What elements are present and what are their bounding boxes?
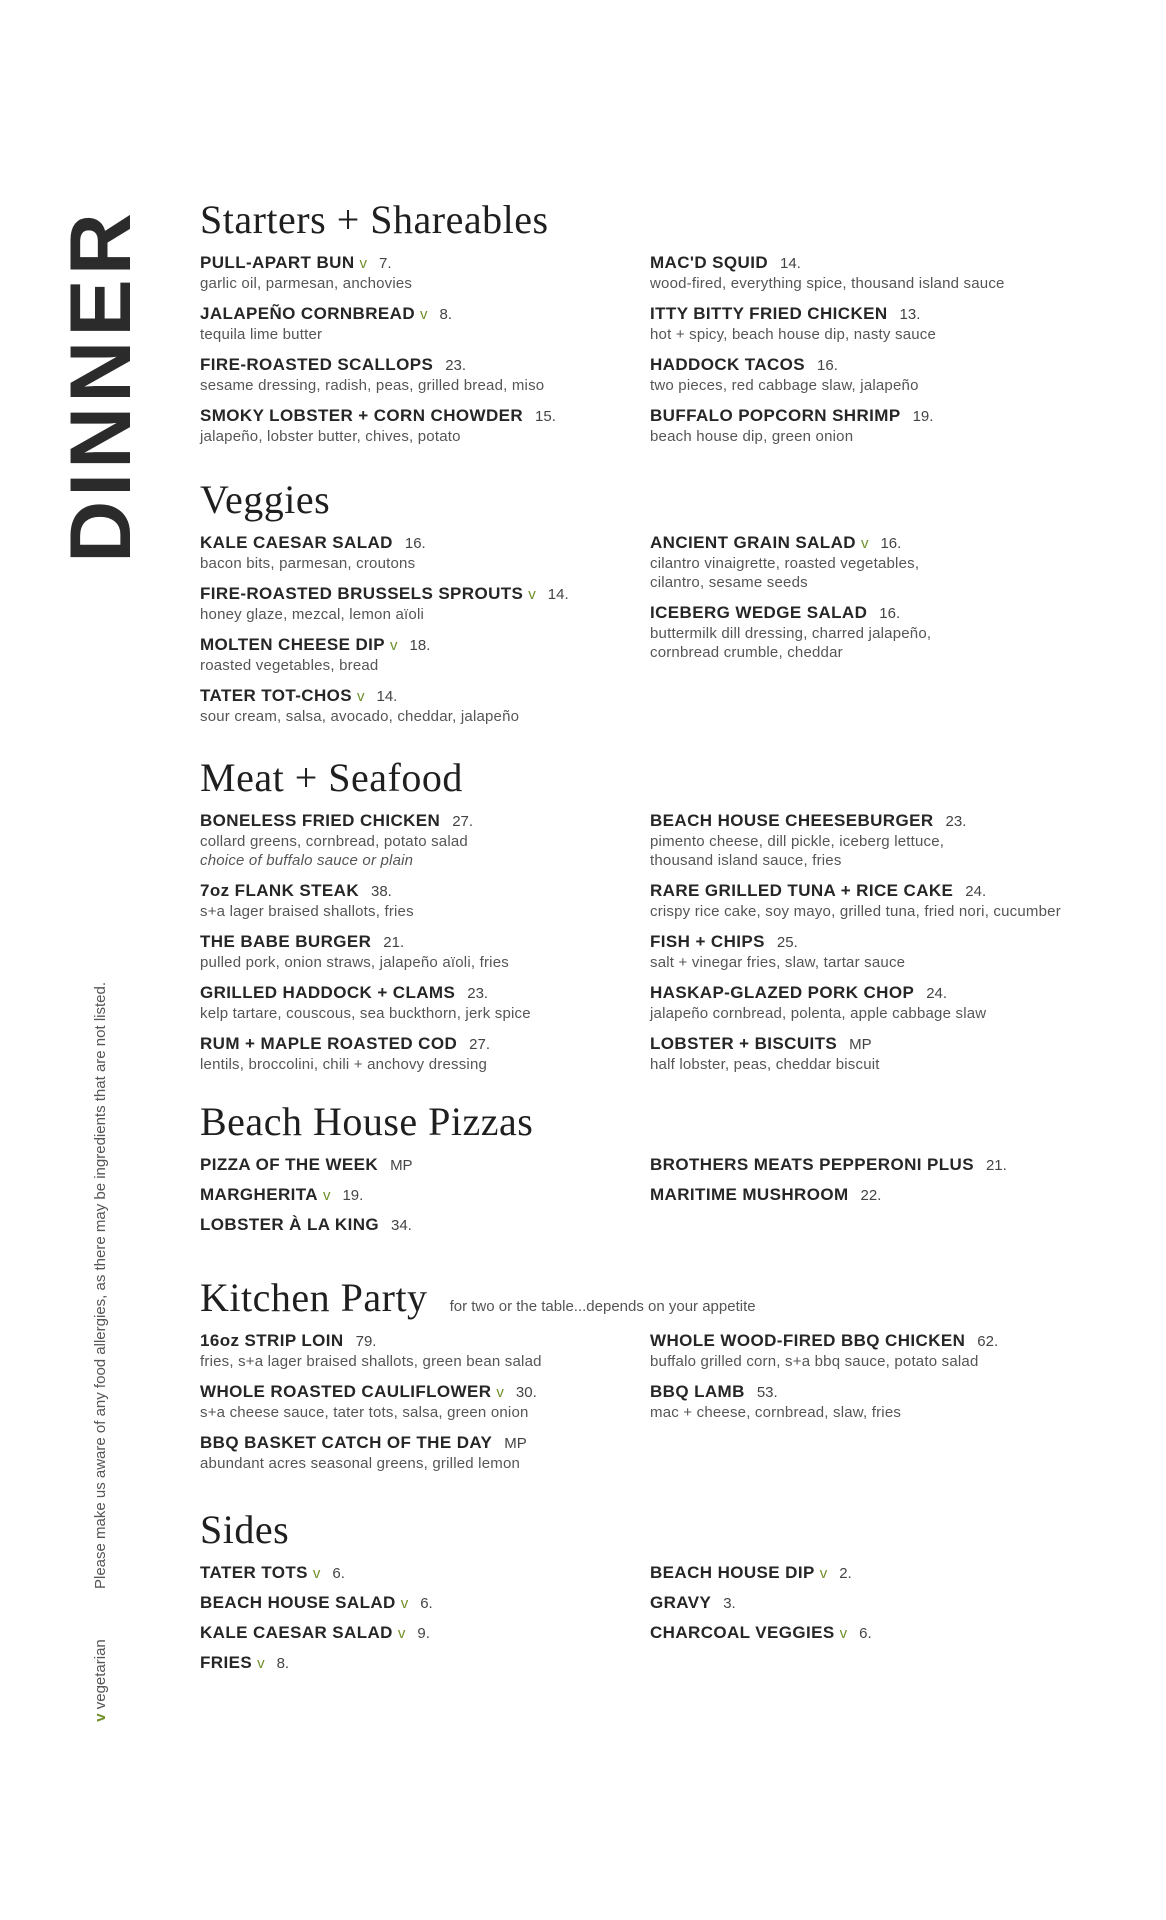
menu-item-price: 34.	[391, 1217, 412, 1234]
menu-item-description: cornbread crumble, cheddar	[650, 644, 843, 661]
menu-item-price: 8.	[439, 306, 453, 323]
menu-item-name: MOLTEN CHEESE DIP	[200, 635, 386, 654]
menu-item	[650, 1330, 1100, 1371]
menu-item-name: BEACH HOUSE DIP	[650, 1563, 815, 1582]
menu-item-name-line	[650, 1330, 1100, 1352]
menu-item-name: FIRE-ROASTED BRUSSELS SPROUTS	[200, 584, 524, 603]
menu-item-description: bacon bits, parmesan, croutons	[200, 555, 416, 572]
menu-item	[200, 1330, 650, 1371]
section-head	[200, 477, 1100, 522]
column-left	[200, 532, 650, 736]
menu-item-name-line	[200, 1381, 650, 1403]
menu-item-name: WHOLE WOOD-FIRED BBQ CHICKEN	[650, 1331, 966, 1350]
menu-item	[200, 405, 650, 446]
menu-item	[650, 1592, 1100, 1614]
menu-item-name: CHARCOAL VEGGIES	[650, 1623, 835, 1642]
section-head	[200, 1507, 1100, 1552]
section-title-sides: Sides	[200, 1507, 290, 1552]
section-veggies	[200, 477, 1100, 736]
menu-item-name-line	[650, 252, 1100, 274]
menu-item-name: KALE CAESAR SALAD	[200, 533, 393, 552]
menu-item-name-line	[650, 982, 1100, 1004]
menu-item-price: 14.	[547, 586, 569, 603]
allergy-note-text: Please make us aware of any food allergies, as there may be ingredients that are not listed.	[91, 981, 109, 1589]
menu-item-name-line	[650, 810, 1100, 832]
column-right	[650, 1154, 1100, 1244]
menu-item	[650, 931, 1100, 972]
menu-item-name: PIZZA OF THE WEEK	[200, 1155, 379, 1174]
menu-item-price: 14.	[780, 255, 801, 272]
section-head	[200, 1275, 1100, 1320]
section-title-starters: Starters + Shareables	[200, 197, 549, 242]
menu-item-description: sour cream, salsa, avocado, cheddar, jalapeño	[200, 708, 520, 725]
menu-item-price: 22.	[860, 1187, 882, 1204]
vegetarian-mark: v	[356, 688, 365, 705]
menu-item-name-line	[200, 303, 650, 325]
vegetarian-mark: v	[257, 1655, 265, 1672]
vegetarian-mark: v	[359, 255, 367, 272]
section-kitchen-party	[200, 1275, 1100, 1483]
menu-item-name: BONELESS FRIED CHICKEN	[200, 811, 441, 830]
menu-item-name-line	[650, 354, 1100, 376]
menu-item-name: TATER TOTS	[200, 1563, 308, 1582]
section-columns	[200, 810, 1100, 1084]
vegetarian-mark: v	[860, 535, 869, 552]
menu-item-name: ANCIENT GRAIN SALAD	[650, 533, 856, 552]
menu-item-price: 23.	[445, 357, 467, 374]
menu-item-name-line	[200, 1562, 650, 1584]
menu-item	[650, 1381, 1100, 1422]
menu-item-description: cilantro, sesame seeds	[650, 574, 808, 591]
menu-item	[650, 1622, 1100, 1644]
vegetarian-mark: v	[496, 1384, 504, 1401]
menu-item	[200, 1033, 650, 1074]
menu-item-name: FIRE-ROASTED SCALLOPS	[200, 355, 434, 374]
menu-item-price: 15.	[535, 408, 556, 425]
menu-item-name: FISH + CHIPS	[650, 932, 765, 951]
menu-item-description: buttermilk dill dressing, charred jalapeño,	[650, 625, 932, 642]
vegetarian-mark: v	[390, 637, 398, 654]
menu-item-price: 19.	[342, 1187, 364, 1204]
menu-item	[200, 252, 650, 293]
menu-item-name-line	[200, 810, 650, 832]
menu-item-name: RUM + MAPLE ROASTED COD	[200, 1034, 458, 1053]
menu-item-name-line	[200, 1330, 650, 1352]
menu-item-price: 18.	[409, 637, 431, 654]
section-pizzas	[200, 1099, 1100, 1244]
menu-item-name-line	[650, 602, 1100, 624]
menu-item	[200, 532, 650, 573]
menu-item-name-line	[650, 1622, 1100, 1644]
menu-item-name-line	[200, 931, 650, 953]
section-columns	[200, 1562, 1100, 1682]
menu-item-description: jalapeño cornbread, polenta, apple cabbage slaw	[650, 1005, 987, 1022]
menu-item-description: crispy rice cake, soy mayo, grilled tuna, fried nori, cucumber	[650, 903, 1061, 920]
menu-item-name-line	[200, 1033, 650, 1055]
menu-item-name-line	[200, 405, 650, 427]
section-title-pizzas: Beach House Pizzas	[200, 1099, 534, 1144]
menu-item-price: MP	[849, 1036, 872, 1053]
menu-item-name-line	[650, 405, 1100, 427]
menu-item-name: MARGHERITA	[200, 1185, 318, 1204]
menu-item-description: wood-fired, everything spice, thousand island sauce	[650, 275, 1005, 292]
menu-title-text: DINNER	[53, 209, 149, 563]
section-title-kitchen-party: Kitchen Party	[200, 1275, 428, 1320]
menu-item	[200, 1592, 650, 1614]
vegetarian-legend-inner	[92, 1639, 109, 1722]
menu-item-name-line	[650, 1154, 1100, 1176]
menu-item-price: 23.	[467, 985, 489, 1002]
menu-item-price: 7.	[379, 255, 392, 272]
menu-item-price: 25.	[776, 934, 798, 951]
section-starters	[200, 197, 1100, 456]
menu-item-name: PULL-APART BUN	[200, 253, 355, 272]
menu-item-name-line	[200, 252, 650, 274]
menu-title	[53, 206, 149, 566]
menu-item-name-line	[650, 931, 1100, 953]
menu-item-price: 16.	[879, 605, 901, 622]
menu-item-price: 8.	[276, 1655, 290, 1672]
menu-item	[200, 1381, 650, 1422]
vegetarian-mark: v	[312, 1565, 321, 1582]
menu-item-name: BUFFALO POPCORN SHRIMP	[650, 406, 901, 425]
menu-item-description: buffalo grilled corn, s+a bbq sauce, potato salad	[650, 1353, 979, 1370]
menu-item-name-line	[200, 1622, 650, 1644]
menu-item-price: 38.	[371, 883, 392, 900]
menu-item-name-line	[650, 303, 1100, 325]
menu-item	[650, 1562, 1100, 1584]
menu-item	[650, 252, 1100, 293]
menu-item-name-line	[650, 532, 1100, 554]
menu-item	[200, 1432, 650, 1473]
menu-item-name: MARITIME MUSHROOM	[650, 1185, 849, 1204]
menu-item-price: MP	[504, 1435, 527, 1452]
menu-item-name: BROTHERS MEATS PEPPERONI PLUS	[650, 1155, 974, 1174]
menu-item-description: roasted vegetables, bread	[200, 657, 379, 674]
menu-item-name: SMOKY LOBSTER + CORN CHOWDER	[200, 406, 524, 425]
menu-item-name-line	[200, 685, 650, 707]
menu-item-description: kelp tartare, couscous, sea buckthorn, jerk spice	[200, 1005, 531, 1022]
vegetarian-mark: v	[400, 1595, 409, 1612]
menu-item	[200, 583, 650, 624]
menu-item-name: BEACH HOUSE CHEESEBURGER	[650, 811, 934, 830]
menu-item-name-line	[650, 880, 1100, 902]
section-columns	[200, 532, 1100, 736]
section-columns	[200, 252, 1100, 456]
menu-item-price: 27.	[452, 813, 474, 830]
menu-item-name-line	[200, 1592, 650, 1614]
menu-item-price: 3.	[723, 1595, 736, 1612]
column-right	[650, 532, 1100, 736]
menu-item-name: GRAVY	[650, 1593, 712, 1612]
section-head	[200, 755, 1100, 800]
menu-item-name: LOBSTER À LA KING	[200, 1215, 379, 1234]
menu-item-description: s+a cheese sauce, tater tots, salsa, green onion	[200, 1404, 529, 1421]
menu-item-description: collard greens, cornbread, potato salad	[200, 833, 468, 850]
column-right	[650, 1330, 1100, 1483]
column-right	[650, 810, 1100, 1084]
menu-item-name-line	[200, 634, 650, 656]
vegetarian-mark: v	[819, 1565, 828, 1582]
column-left	[200, 810, 650, 1084]
menu-item-name-line	[650, 1562, 1100, 1584]
menu-item-description: cilantro vinaigrette, roasted vegetables,	[650, 555, 920, 572]
menu-item	[200, 1184, 650, 1206]
menu-item-price: MP	[390, 1157, 413, 1174]
menu-item-price: 6.	[332, 1565, 345, 1582]
menu-item-name: HADDOCK TACOS	[650, 355, 806, 374]
menu-item-price: 19.	[912, 408, 934, 425]
menu-item-name-line	[200, 1652, 650, 1674]
menu-item-name: 7oz FLANK STEAK	[200, 881, 359, 900]
section-head	[200, 197, 1100, 242]
menu-item-name: BEACH HOUSE SALAD	[200, 1593, 396, 1612]
menu-item-description: garlic oil, parmesan, anchovies	[200, 275, 413, 292]
menu-item	[650, 602, 1100, 662]
menu-item	[200, 1562, 650, 1584]
section-head	[200, 1099, 1100, 1144]
menu-item-name: WHOLE ROASTED CAULIFLOWER	[200, 1382, 492, 1401]
menu-item-price: 6.	[420, 1595, 433, 1612]
column-left	[200, 1330, 650, 1483]
menu-item-name-line	[200, 1154, 650, 1176]
menu-item-description: sesame dressing, radish, peas, grilled bread, miso	[200, 377, 545, 394]
menu-item-name-line	[200, 583, 650, 605]
menu-item-name: MAC'D SQUID	[650, 253, 768, 272]
section-title-meat-seafood: Meat + Seafood	[200, 755, 463, 800]
menu-item-price: 30.	[515, 1384, 537, 1401]
menu-item	[200, 810, 650, 870]
menu-item-price: 27.	[469, 1036, 490, 1053]
menu-item-price: 16.	[880, 535, 902, 552]
menu-item-name: THE BABE BURGER	[200, 932, 372, 951]
menu-item-name: BBQ LAMB	[650, 1382, 745, 1401]
menu-item-name: BBQ BASKET CATCH OF THE DAY	[200, 1433, 493, 1452]
menu-item-description: mac + cheese, cornbread, slaw, fries	[650, 1404, 902, 1421]
menu-item	[200, 982, 650, 1023]
menu-item-price: 6.	[859, 1625, 872, 1642]
column-left	[200, 1562, 650, 1682]
menu-item-description: jalapeño, lobster butter, chives, potato	[200, 428, 461, 445]
menu-item-description: beach house dip, green onion	[650, 428, 854, 445]
column-right	[650, 1562, 1100, 1682]
menu-item-name-line	[200, 880, 650, 902]
menu-item-name: 16oz STRIP LOIN	[200, 1331, 344, 1350]
menu-item	[650, 982, 1100, 1023]
menu-item-name: HASKAP-GLAZED PORK CHOP	[650, 983, 915, 1002]
menu-item-name-line	[200, 532, 650, 554]
menu-item-description: abundant acres seasonal greens, grilled lemon	[200, 1455, 521, 1472]
menu-item	[650, 810, 1100, 870]
menu-item-name: ITTY BITTY FRIED CHICKEN	[650, 304, 888, 323]
menu-item	[650, 354, 1100, 395]
menu-item-name-line	[650, 1033, 1100, 1055]
menu-item	[650, 532, 1100, 592]
menu-item-price: 13.	[899, 306, 921, 323]
menu-item	[650, 405, 1100, 446]
menu-item	[200, 354, 650, 395]
vegetarian-legend	[88, 1630, 112, 1730]
menu-item	[200, 1622, 650, 1644]
vegetarian-mark: v	[528, 586, 536, 603]
section-meat-seafood	[200, 755, 1100, 1084]
menu-item-price: 62.	[977, 1333, 999, 1350]
allergy-note	[88, 980, 112, 1590]
vegetarian-mark: v	[397, 1625, 406, 1642]
menu-item-name: TATER TOT-CHOS	[200, 686, 352, 705]
menu-item-name: RARE GRILLED TUNA + RICE CAKE	[650, 881, 954, 900]
column-left	[200, 1154, 650, 1244]
menu-item-description: honey glaze, mezcal, lemon aïoli	[200, 606, 425, 623]
menu-item-description: pulled pork, onion straws, jalapeño aïoli, fries	[200, 954, 509, 971]
column-right	[650, 252, 1100, 456]
menu-item-description: thousand island sauce, fries	[650, 852, 842, 869]
menu-item-price: 2.	[839, 1565, 852, 1582]
vegetarian-legend-label: vegetarian	[91, 1638, 109, 1709]
vegetarian-legend-mark: v	[91, 1712, 109, 1722]
menu-item-price: 53.	[756, 1384, 778, 1401]
menu-item	[200, 685, 650, 726]
menu-item-name-line	[200, 1214, 650, 1236]
menu-item	[200, 1154, 650, 1176]
menu-item-price: 23.	[945, 813, 967, 830]
vegetarian-mark: v	[420, 306, 428, 323]
section-title-veggies: Veggies	[200, 477, 331, 522]
menu-item-price: 16.	[817, 357, 838, 374]
menu-item-description: two pieces, red cabbage slaw, jalapeño	[650, 377, 919, 394]
menu-item	[200, 634, 650, 675]
column-left	[200, 252, 650, 456]
menu-item-name: LOBSTER + BISCUITS	[650, 1034, 838, 1053]
menu-item-price: 14.	[376, 688, 398, 705]
menu-item-description: s+a lager braised shallots, fries	[200, 903, 414, 920]
menu-item	[650, 303, 1100, 344]
menu-item-price: 16.	[404, 535, 426, 552]
menu-item-note: choice of buffalo sauce or plain	[200, 852, 414, 869]
section-columns	[200, 1154, 1100, 1244]
vegetarian-mark: v	[322, 1187, 331, 1204]
menu-item-description: pimento cheese, dill pickle, iceberg lettuce,	[650, 833, 945, 850]
menu-item-name: GRILLED HADDOCK + CLAMS	[200, 983, 456, 1002]
menu-item-price: 24.	[926, 985, 948, 1002]
menu-item-description: lentils, broccolini, chili + anchovy dressing	[200, 1056, 488, 1073]
menu-item-name: FRIES	[200, 1653, 253, 1672]
menu-item	[200, 880, 650, 921]
menu-item-price: 21.	[985, 1157, 1007, 1174]
menu-item-name-line	[650, 1184, 1100, 1206]
menu-item	[650, 1184, 1100, 1206]
menu-item	[650, 1033, 1100, 1074]
menu-item	[650, 880, 1100, 921]
menu-item-description: half lobster, peas, cheddar biscuit	[650, 1056, 880, 1073]
menu-item	[200, 303, 650, 344]
section-columns	[200, 1330, 1100, 1483]
menu-item-description: salt + vinegar fries, slaw, tartar sauce	[650, 954, 906, 971]
menu-item-price: 24.	[965, 883, 987, 900]
menu-item-name: ICEBERG WEDGE SALAD	[650, 603, 868, 622]
menu-item-name-line	[650, 1381, 1100, 1403]
menu-item	[650, 1154, 1100, 1176]
menu-item-name-line	[200, 354, 650, 376]
menu-item-price: 21.	[383, 934, 405, 951]
menu-item-description: tequila lime butter	[200, 326, 323, 343]
section-sides	[200, 1507, 1100, 1682]
menu-item	[200, 931, 650, 972]
section-note-kitchen-party: for two or the table...depends on your appetite	[449, 1298, 756, 1315]
menu-item-description: fries, s+a lager braised shallots, green bean salad	[200, 1353, 542, 1370]
vegetarian-mark: v	[839, 1625, 848, 1642]
menu-item-name: JALAPEÑO CORNBREAD	[200, 304, 415, 323]
menu-item	[200, 1652, 650, 1674]
menu-item-name-line	[650, 1592, 1100, 1614]
menu-item-name-line	[200, 982, 650, 1004]
menu-item-description: hot + spicy, beach house dip, nasty sauce	[650, 326, 937, 343]
menu-item-name-line	[200, 1184, 650, 1206]
menu-item-name: KALE CAESAR SALAD	[200, 1623, 393, 1642]
menu-item	[200, 1214, 650, 1236]
menu-item-price: 79.	[355, 1333, 377, 1350]
menu-item-name-line	[200, 1432, 650, 1454]
menu-item-price: 9.	[417, 1625, 430, 1642]
